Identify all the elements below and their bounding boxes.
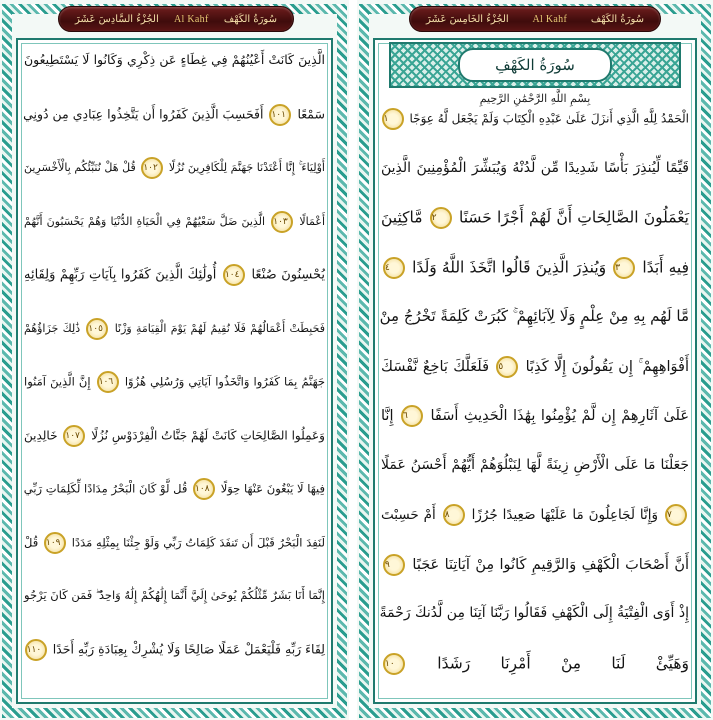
page-header bbox=[58, 6, 294, 32]
verse-line bbox=[381, 158, 689, 182]
verse-fragment: إِنَّمَا أَنَا بَشَرٌ مِّثْلُكُمْ يُوحَىٰ إِلَيَّ أَنَّمَا إِلَٰهُكُمْ إِلَٰهٌ وَاحِدٌ ۖ فَمَن كَانَ يَرْجُو bbox=[24, 588, 325, 602]
page-gutter bbox=[349, 0, 357, 720]
verse-text bbox=[381, 108, 689, 696]
verse-fragment: أَفْوَاهِهِمْ ۚ إِن يَقُولُونَ إِلَّا كَذِبًا bbox=[525, 358, 689, 375]
verse-line bbox=[381, 504, 689, 528]
verse-fragment: وَهَيِّئْ لَنَا مِنْ أَمْرِنَا رَشَدًا bbox=[437, 654, 689, 672]
ayah-number-marker: ١ bbox=[382, 108, 404, 130]
ayah-number-marker: ١٠٧ bbox=[63, 425, 85, 447]
verse-fragment: الَّذِينَ ضَلَّ سَعْيُهُمْ فِي الْحَيَاةِ الدُّنْيَا وَهُمْ يَحْسَبُونَ أَنَّهُمْ bbox=[24, 214, 266, 228]
verse-fragment: أَوْلِيَاءَ ۚ إِنَّا أَعْتَدْنَا جَهَنَّمَ لِلْكَافِرِينَ نُزُلًا bbox=[168, 161, 325, 174]
verse-line bbox=[381, 306, 689, 330]
verse-fragment: إِنَّا bbox=[381, 408, 394, 424]
verse-fragment: إِذْ أَوَى الْفِتْيَةُ إِلَى الْكَهْفِ فَقَالُوا رَبَّنَا آتِنَا مِن لَّدُنكَ رَحْمَةً bbox=[379, 605, 689, 621]
verse-fragment: قَيِّمًا لِّيُنذِرَ بَأْسًا شَدِيدًا مِّن لَّدُنْهُ وَيُبَشِّرَ الْمُؤْمِنِينَ الَّذِينَ bbox=[381, 159, 689, 176]
verse-line bbox=[24, 211, 325, 235]
verse-line bbox=[24, 157, 325, 181]
surah-title: سُورَةُ الكَهْفِ bbox=[458, 48, 612, 82]
verse-line bbox=[24, 639, 325, 663]
ayah-number-marker: ٥ bbox=[496, 356, 518, 378]
verse-fragment: قُل لَّوْ كَانَ الْبَحْرُ مِدَادًا لِّكَلِمَاتِ رَبِّي bbox=[23, 481, 188, 496]
verse-fragment: لَنَفِدَ الْبَحْرُ قَبْلَ أَن تَنفَدَ كَلِمَاتُ رَبِّي وَلَوْ جِئْنَا بِمِثْلِهِ مَدَدًا bbox=[71, 535, 326, 549]
verse-fragment: أَمْ حَسِبْتَ bbox=[381, 507, 436, 523]
surah-latin-name: Al Kahf bbox=[532, 13, 568, 25]
verse-line bbox=[24, 371, 325, 395]
verse-fragment: أَفَحَسِبَ الَّذِينَ كَفَرُوا أَن يَتَّخِذُوا عِبَادِي مِن دُونِي bbox=[23, 106, 264, 121]
juz-label: الجُزْءُ الخَامِسَ عَشَرَ bbox=[426, 13, 509, 25]
verse-fragment: الْحَمْدُ لِلَّهِ الَّذِي أَنزَلَ عَلَىٰ عَبْدِهِ الْكِتَابَ وَلَمْ يَجْعَل لَّهُ عِوَجًا bbox=[409, 111, 689, 126]
verse-text bbox=[24, 50, 325, 696]
surah-name: سُورَةُ الكَهْف bbox=[223, 13, 277, 25]
ayah-number-marker: ٧ bbox=[665, 504, 687, 526]
ayah-number-marker: ٦ bbox=[401, 405, 423, 427]
ayah-number-marker: ١٠٩ bbox=[44, 532, 66, 554]
verse-fragment: جَهَنَّمُ بِمَا كَفَرُوا وَاتَّخَذُوا آيَاتِي وَرُسُلِي هُزُوًا bbox=[124, 374, 326, 389]
basmala: بِسْمِ اللَّهِ الرَّحْمَٰنِ الرَّحِيمِ bbox=[479, 92, 591, 105]
verse-fragment: أُولَٰئِكَ الَّذِينَ كَفَرُوا بِآيَاتِ رَبِّهِمْ وَلِقَائِهِ bbox=[24, 267, 217, 283]
verse-line bbox=[381, 356, 689, 380]
verse-line bbox=[381, 554, 689, 578]
verse-line bbox=[381, 455, 689, 479]
verse-fragment: سَمْعًا bbox=[297, 106, 325, 121]
verse-fragment: إِنَّ الَّذِينَ آمَنُوا bbox=[24, 374, 91, 389]
ayah-number-marker: ١٠٥ bbox=[86, 318, 108, 340]
ayah-number-marker: ٣ bbox=[613, 257, 635, 279]
verse-line bbox=[381, 653, 689, 677]
verse-fragment: عَلَىٰ آثَارِهِمْ إِن لَّمْ يُؤْمِنُوا بِهَٰذَا الْحَدِيثِ أَسَفًا bbox=[430, 408, 690, 424]
verse-fragment: أَنَّ أَصْحَابَ الْكَهْفِ وَالرَّقِيمِ كَانُوا مِنْ آيَاتِنَا عَجَبًا bbox=[412, 556, 690, 573]
ayah-number-marker: ١٠ bbox=[383, 653, 405, 675]
verse-fragment: فَحَبِطَتْ أَعْمَالُهُمْ فَلَا نُقِيمُ لَهُمْ يَوْمَ الْقِيَامَةِ وَزْنًا bbox=[114, 321, 325, 335]
surah-latin-name: Al Kahf bbox=[174, 13, 209, 25]
mushaf-page-right bbox=[357, 0, 713, 720]
ayah-number-marker: ١١٠ bbox=[25, 639, 47, 661]
page-header bbox=[409, 6, 661, 32]
verse-fragment: لِقَاءَ رَبِّهِ فَلْيَعْمَلْ عَمَلًا صَالِحًا وَلَا يُشْرِكْ بِعِبَادَةِ رَبِّهِ أَحَدًا bbox=[52, 641, 325, 656]
verse-line bbox=[24, 318, 325, 342]
verse-line bbox=[24, 264, 325, 288]
surah-title-frame bbox=[389, 42, 681, 88]
verse-line bbox=[24, 425, 325, 449]
verse-line bbox=[24, 532, 325, 556]
juz-label: الجُزْءُ السَّادِسَ عَشَرَ bbox=[75, 13, 159, 25]
ayah-number-marker: ١٠٢ bbox=[141, 157, 163, 179]
surah-name: سُورَةُ الكَهْف bbox=[590, 13, 644, 25]
verse-line bbox=[381, 257, 689, 281]
ayah-number-marker: ١٠٣ bbox=[271, 211, 293, 233]
verse-line bbox=[24, 50, 325, 74]
verse-fragment: وَإِنَّا لَجَاعِلُونَ مَا عَلَيْهَا صَعِيدًا جُرُزًا bbox=[471, 507, 659, 523]
verse-fragment: فَلَعَلَّكَ بَاخِعٌ نَّفْسَكَ bbox=[381, 358, 490, 375]
verse-line bbox=[381, 207, 689, 231]
verse-fragment: قُلْ bbox=[24, 535, 39, 549]
verse-fragment: فِيهَا لَا يَبْغُونَ عَنْهَا حِوَلًا bbox=[220, 481, 325, 496]
ayah-number-marker: ١٠٦ bbox=[97, 371, 119, 393]
verse-fragment: فِيهِ أَبَدًا bbox=[642, 258, 689, 276]
verse-fragment: قُلْ هَلْ نُنَبِّئُكُم بِالْأَخْسَرِينَ bbox=[24, 161, 136, 174]
verse-fragment: الَّذِينَ كَانَتْ أَعْيُنُهُمْ فِي غِطَاءٍ عَن ذِكْرِي وَكَانُوا لَا يَسْتَطِيعُونَ bbox=[24, 52, 325, 67]
verse-fragment: يُحْسِنُونَ صُنْعًا bbox=[251, 267, 325, 283]
verse-fragment: مَّاكِثِينَ bbox=[381, 208, 423, 227]
ayah-number-marker: ٨ bbox=[443, 504, 465, 526]
verse-fragment: وَيُنذِرَ الَّذِينَ قَالُوا اتَّخَذَ اللَّهُ وَلَدًا bbox=[412, 258, 607, 276]
mushaf-page-left bbox=[0, 0, 349, 720]
verse-line bbox=[381, 603, 689, 627]
ayah-number-marker: ١٠١ bbox=[269, 104, 291, 126]
verse-fragment: مَّا لَهُم بِهِ مِنْ عِلْمٍ وَلَا لِآبَائِهِمْ ۚ كَبُرَتْ كَلِمَةً تَخْرُجُ مِنْ bbox=[379, 307, 689, 325]
verse-fragment: أَعْمَالًا bbox=[299, 214, 326, 228]
verse-line bbox=[381, 108, 689, 132]
verse-fragment: خَالِدِينَ bbox=[24, 428, 58, 442]
ayah-number-marker: ٤ bbox=[383, 257, 405, 279]
verse-line bbox=[24, 104, 325, 128]
verse-fragment: وَعَمِلُوا الصَّالِحَاتِ كَانَتْ لَهُمْ جَنَّاتُ الْفِرْدَوْسِ نُزُلًا bbox=[91, 428, 325, 442]
verse-line bbox=[24, 585, 325, 609]
verse-line bbox=[381, 405, 689, 429]
ayah-number-marker: ٩ bbox=[383, 554, 405, 576]
ayah-number-marker: ١٠٤ bbox=[223, 264, 245, 286]
verse-fragment: يَعْمَلُونَ الصَّالِحَاتِ أَنَّ لَهُمْ أَجْرًا حَسَنًا bbox=[459, 208, 689, 227]
ayah-number-marker: ١٠٨ bbox=[193, 478, 215, 500]
ayah-number-marker: ٢ bbox=[430, 207, 452, 229]
verse-fragment: ذَٰلِكَ جَزَاؤُهُمْ bbox=[24, 321, 81, 335]
verse-line bbox=[24, 478, 325, 502]
verse-fragment: جَعَلْنَا مَا عَلَى الْأَرْضِ زِينَةً لَّهَا لِنَبْلُوَهُمْ أَيُّهُمْ أَحْسَنُ عَمَلًا bbox=[381, 456, 689, 473]
